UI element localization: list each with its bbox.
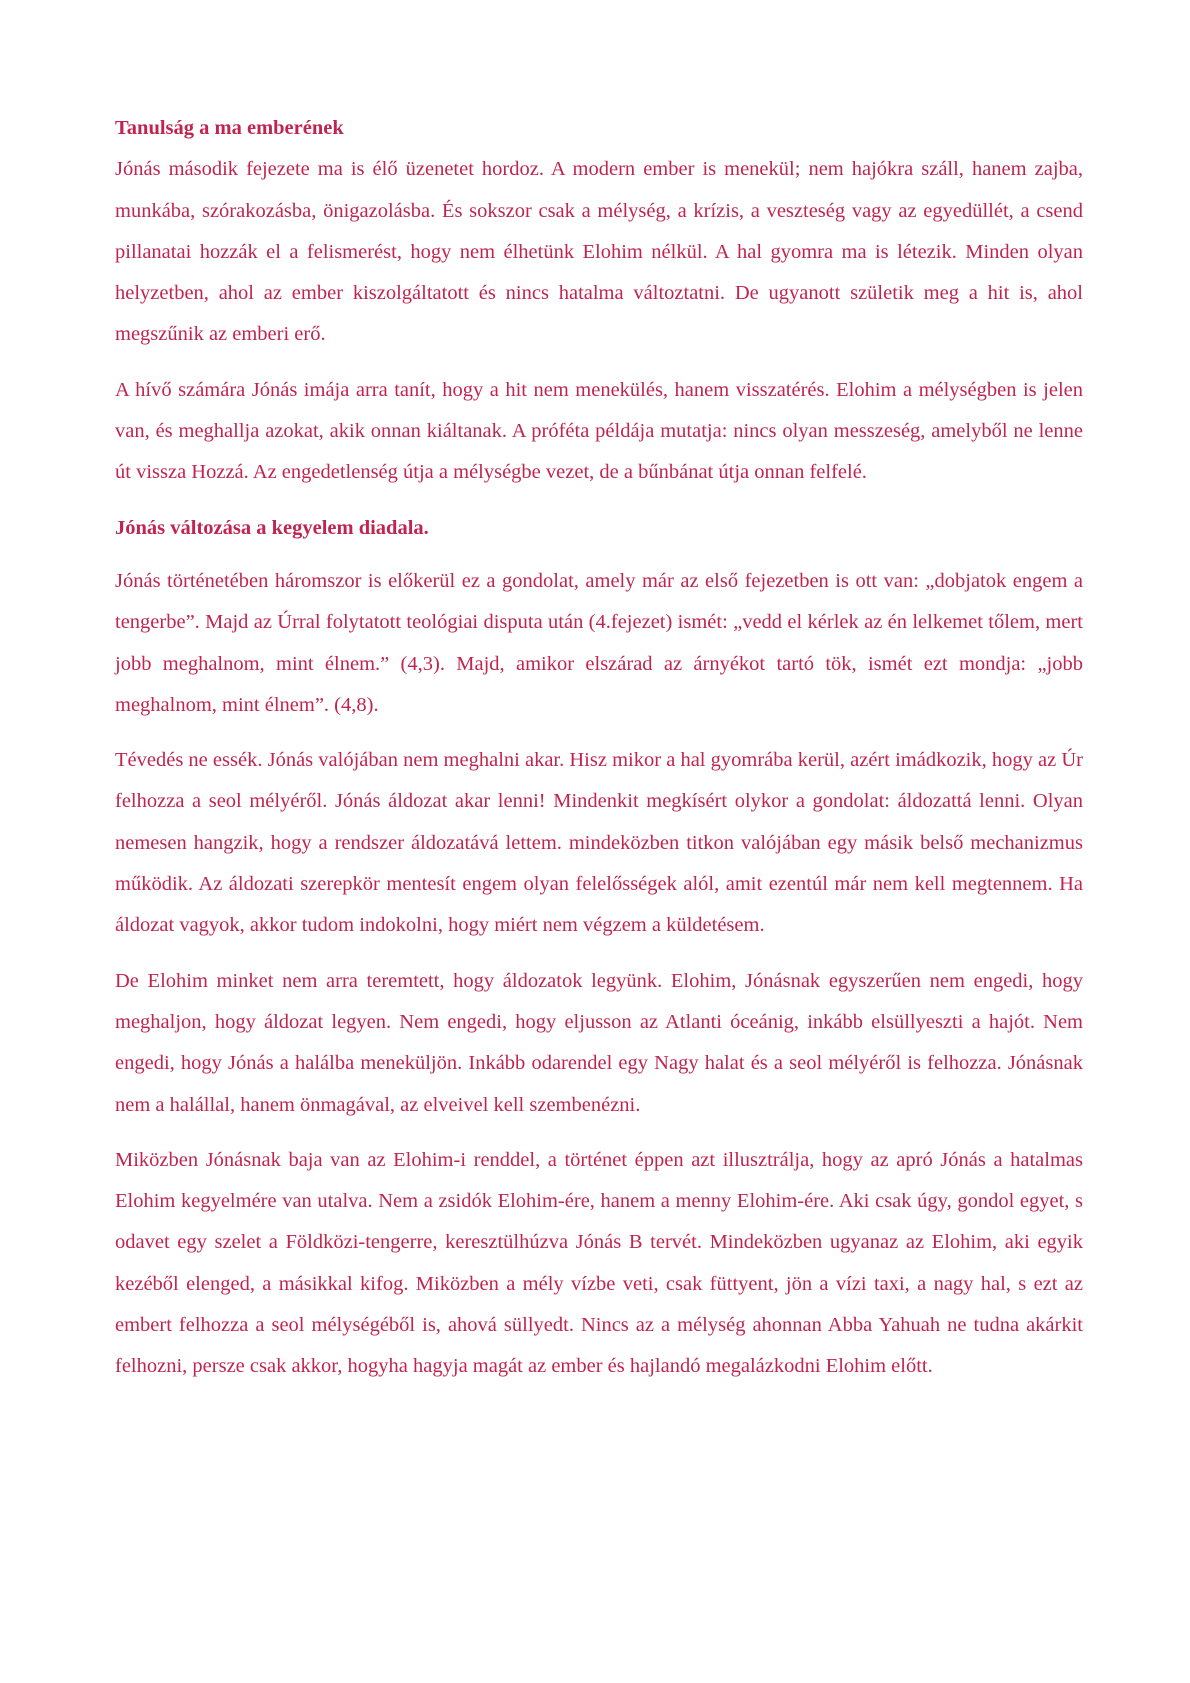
paragraph: Miközben Jónásnak baja van az Elohim-i renddel, a történet éppen azt illusztrálja, hogy az apró Jónás a hatalmas Elohim kegyelmére van utalva. Nem a zsidók Elohim-ére, hanem a menny Elohim-ére. Aki csak úgy, gondol egyet, s odavet egy szelet a Földközi-tengerre, keresztülhúzva Jónás B tervét. Mindeközben ugyanaz az Elohim, aki egyik kezéből elenged, a másikkal kifog. Miközben a mély vízbe veti, csak füttyent, jön a vízi taxi, a nagy hal, s ezt az embert felhozza a seol mélységéből is, ahová süllyedt. Nincs az a mélység ahonnan Abba Yahuah ne tudna akárkit felhozni, persze csak akkor, hogyha hagyja magát az ember és hajlandó megalázkodni Elohim előtt. xyxy=(115,1148,1083,1378)
section-heading-jonas-valtozasa: Jónás változása a kegyelem diadala. xyxy=(115,516,429,539)
paragraph: Jónás történetében háromszor is előkerül ez a gondolat, amely már az első fejezetben is ott van: „dobjatok engem a tengerbe”. Majd az Úrral folytatott teológiai disputa után (4.fejezet) ismét: „vedd el kérlek az én lelkemet tőlem, mert jobb meghalnom, mint élnem.” (4,3). Majd, amikor elszárad az árnyékot tartó tök, ismét ezt mondja: „jobb meghalnom, mint élnem”. (4,8). xyxy=(115,569,1083,716)
paragraph: De Elohim minket nem arra teremtett, hogy áldozatok legyünk. Elohim, Jónásnak egyszerűen nem engedi, hogy meghaljon, hogy áldozat legyen. Nem engedi, hogy eljusson az Atlanti óceánig, inkább elsüllyeszti a hajót. Nem engedi, hogy Jónás a halálba meneküljön. Inkább odarendel egy Nagy halat és a seol mélyéről is felhozza. Jónásnak nem a halállal, hanem önmagával, az elveivel kell szembenézni. xyxy=(115,969,1083,1116)
section-heading-tanulsag: Tanulság a ma emberének xyxy=(115,117,344,139)
paragraph: Tévedés ne essék. Jónás valójában nem meghalni akar. Hisz mikor a hal gyomrába kerül, azért imádkozik, hogy az Úr felhozza a seol mélyéről. Jónás áldozat akar lenni! Mindenkit megkísért olykor a gondolat: áldozattá lenni. Olyan nemesen hangzik, hogy a rendszer áldozatává lettem. mindeközben titkon valójában egy másik belső mechanizmus működik. Az áldozati szerepkör mentesít engem olyan felelősségek alól, amit ezentúl már nem kell megtennem. Ha áldozat vagyok, akkor tudom indokolni, hogy miért nem végzem a küldetésem. xyxy=(115,749,1083,937)
document-page xyxy=(115,108,1083,1402)
paragraph: A hívő számára Jónás imája arra tanít, hogy a hit nem menekülés, hanem visszatérés. Elohim a mélységben is jelen van, és meghallja azokat, akik onnan kiáltanak. A próféta példája mutatja: nincs olyan messzeség, amelyből ne lenne út vissza Hozzá. Az engedetlenség útja a mélységbe vezet, de a bűnbánat útja onnan felfelé. xyxy=(115,378,1083,484)
paragraph: Jónás második fejezete ma is élő üzenetet hordoz. A modern ember is menekül; nem hajókra száll, hanem zajba, munkába, szórakozásba, önigazolásba. És sokszor csak a mélység, a krízis, a veszteség vagy az egyedüllét, a csend pillanatai hozzák el a felismerést, hogy nem élhetünk Elohim nélkül. A hal gyomra ma is létezik. Minden olyan helyzetben, ahol az ember kiszolgáltatott és nincs hatalma változtatni. De ugyanott születik meg a hit is, ahol megszűnik az emberi erő. xyxy=(115,158,1083,346)
